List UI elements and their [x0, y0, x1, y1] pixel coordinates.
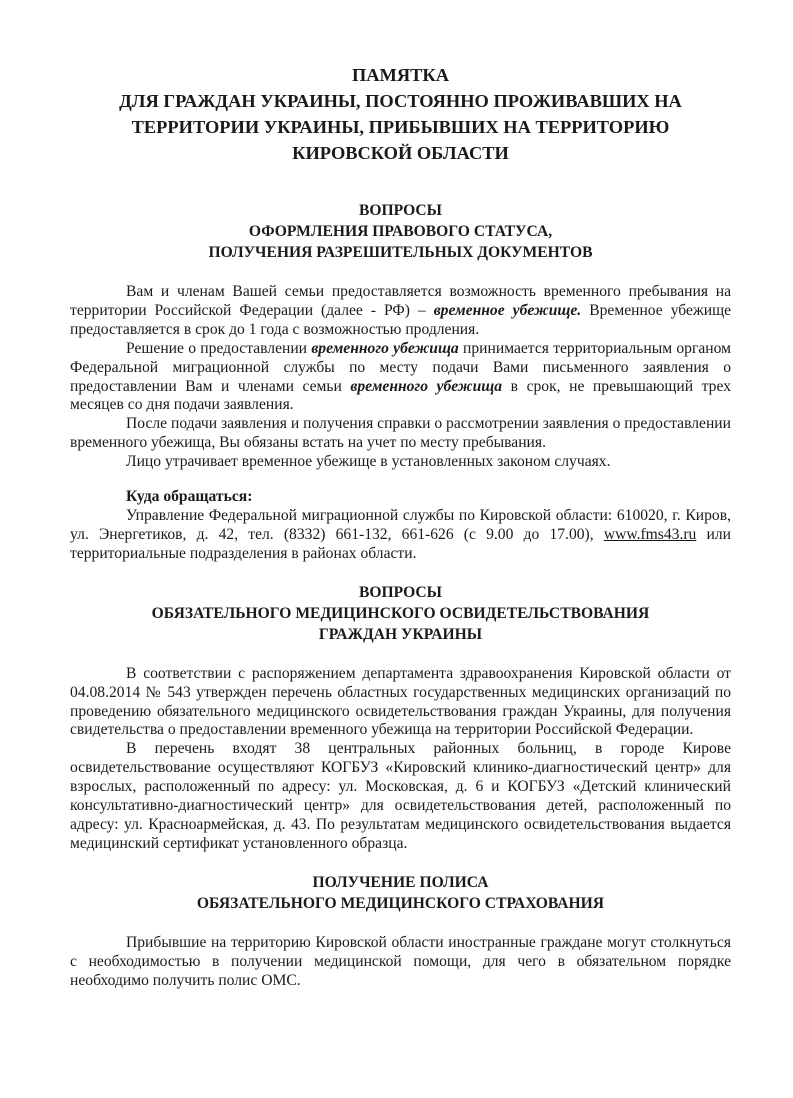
- section-1-paragraph-2: [70, 340, 731, 416]
- title-line-3: ТЕРРИТОРИИ УКРАИНЫ, ПРИБЫВШИХ НА ТЕРРИТОРИЮ: [131, 117, 670, 137]
- emphasis-temporary-asylum: временное убежище.: [433, 301, 582, 319]
- section-1-heading: [70, 200, 731, 263]
- section-2-heading: [70, 582, 731, 645]
- text-run: Управление Федеральной миграционной службы по Кировской области: 610020, г. Киров, ул. Энергетиков, д. 42, тел. (8332) 661-132, 661-626 (с 9.00 до 17.00),: [70, 506, 731, 543]
- emphasis-temporary-asylum: временного убежища: [311, 339, 459, 357]
- section-2-heading-line-1: ВОПРОСЫ: [359, 583, 442, 601]
- section-1-paragraph-4: Лицо утрачивает временное убежище в установленных законом случаях.: [126, 453, 611, 471]
- section-1-heading-line-2: ОФОРМЛЕНИЯ ПРАВОВОГО СТАТУСА,: [248, 223, 553, 240]
- text-run: принимается территориальным органом Федеральной миграционной службы по месту подачи Вами письменного заявления о предоставлении Вам и членами семьи: [70, 339, 731, 395]
- section-3-paragraph-1: Прибывшие на территорию Кировской области иностранные граждане могут столкнуться с необходимостью в получении медицинской помощи, для чего в обязательном порядке необходимо получить полис ОМС.: [70, 933, 731, 989]
- text-run: Решение о предоставлении: [126, 339, 312, 357]
- title-line-1: ПАМЯТКА: [351, 65, 450, 85]
- text-run: в срок, не превышающий трех месяцев со дня подачи заявления.: [70, 377, 731, 414]
- title-line-4: КИРОВСКОЙ ОБЛАСТИ: [292, 143, 509, 163]
- text-run: Временное убежище предоставляется в срок до 1 года с возможностью продления.: [70, 301, 731, 338]
- text-run: или территориальные подразделения в районах области.: [70, 525, 732, 562]
- section-2-heading-line-3: ГРАЖДАН УКРАИНЫ: [318, 625, 483, 643]
- section-1-paragraph-1: [70, 283, 731, 340]
- emphasis-temporary-asylum: временного убежища: [350, 377, 503, 395]
- where-to-apply-label: Куда обращаться:: [126, 488, 253, 506]
- section-2-paragraph-1: В соответствии с распоряжением департамента здравоохранения Кировской области от 04.08.2014 № 543 утвержден перечень областных государственных медицинских организаций по проведению обязательного медицинского освидетельствования граждан Украины, для получения свидетельства о предоставлении временного убежища на территории Российской Федерации.: [70, 664, 731, 739]
- section-3-heading-line-2: ОБЯЗАТЕЛЬНОГО МЕДИЦИНСКОГО СТРАХОВАНИЯ: [196, 894, 605, 912]
- where-to-apply-text: [70, 507, 731, 564]
- section-2-heading-line-2: ОБЯЗАТЕЛЬНОГО МЕДИЦИНСКОГО ОСВИДЕТЕЛЬСТВОВАНИЯ: [151, 604, 650, 622]
- title-line-2: ДЛЯ ГРАЖДАН УКРАИНЫ, ПОСТОЯННО ПРОЖИВАВШИХ НА: [119, 91, 682, 111]
- text-run: Вам и членам Вашей семьи предоставляется возможность временного пребывания на территории Российской Федерации (далее - РФ) –: [70, 283, 731, 319]
- section-1-heading-line-1: ВОПРОСЫ: [359, 202, 442, 219]
- fms-website-link[interactable]: www.fms43.ru: [603, 525, 697, 543]
- section-1-heading-line-3: ПОЛУЧЕНИЯ РАЗРЕШИТЕЛЬНЫХ ДОКУМЕНТОВ: [208, 244, 593, 261]
- section-3-heading: [70, 872, 731, 914]
- section-2-paragraph-2: В перечень входят 38 центральных районных больниц, в городе Кирове освидетельствование осуществляют КОГБУЗ «Кировский клинико-диагностический центр» для взрослых, расположенный по адресу: ул. Московская, д. 6 и КОГБУЗ «Детский клинический консультативно-диагностический центр» для освидетельствования детей, расположенный по адресу: ул. Красноармейская, д. 43. По результатам медицинского освидетельствования выдается медицинский сертификат установленного образца.: [70, 740, 731, 852]
- document-title: [70, 62, 731, 166]
- section-1-paragraph-3: После подачи заявления и получения справки о рассмотрении заявления о предоставлении временного убежища, Вы обязаны встать на учет по месту пребывания.: [70, 415, 731, 452]
- section-3-heading-line-1: ПОЛУЧЕНИЕ ПОЛИСА: [312, 873, 489, 891]
